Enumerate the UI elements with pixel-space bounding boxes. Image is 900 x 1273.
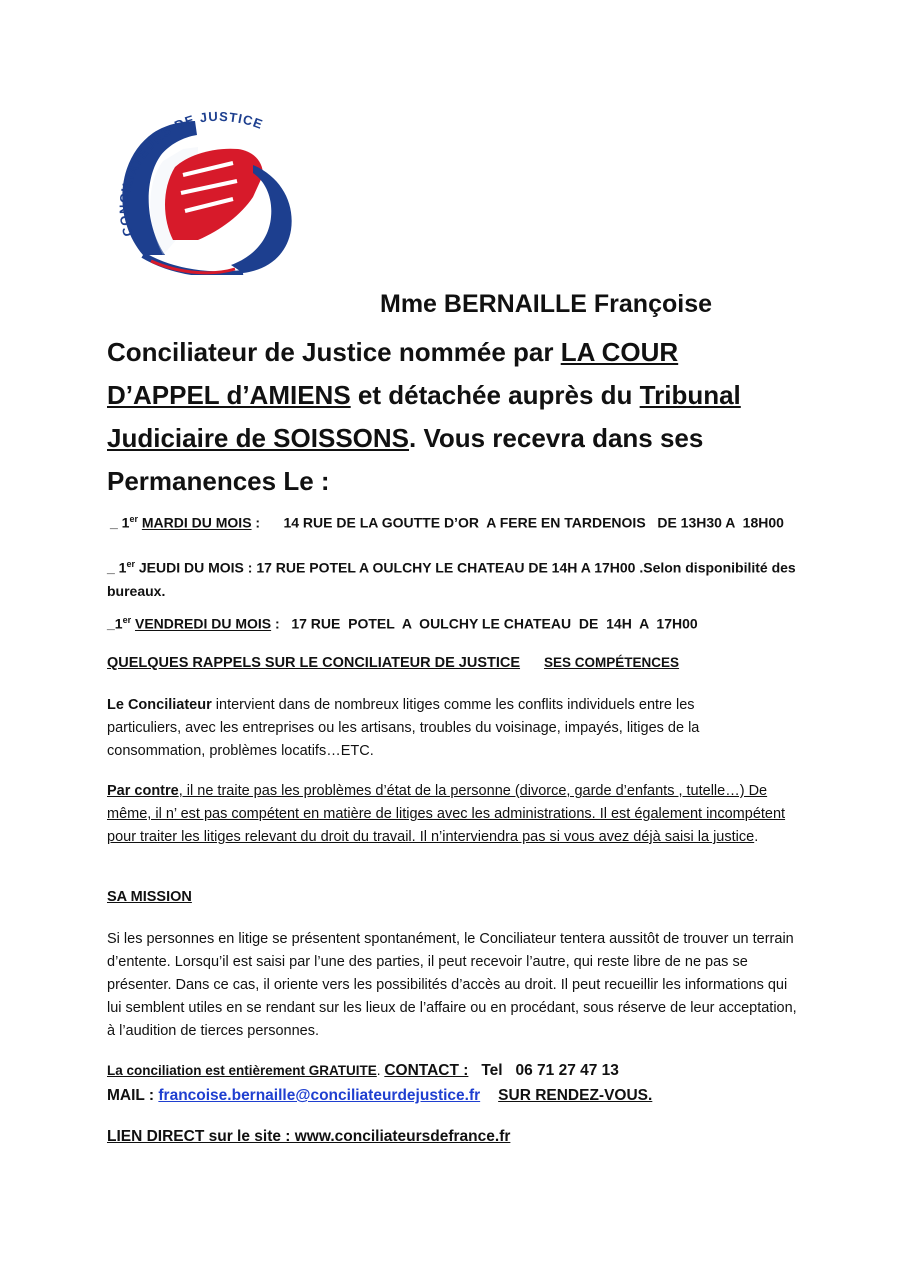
intro-text-1: Conciliateur de Justice nommée par <box>107 337 561 367</box>
email-link[interactable]: francoise.bernaille@conciliateurdejustice.fr <box>158 1087 481 1104</box>
permanence-vendredi: _1er VENDREDI DU MOIS : 17 RUE POTEL A OULCHY LE CHATEAU DE 14H A 17H00 <box>107 615 698 632</box>
rappels-heading: QUELQUES RAPPELS SUR LE CONCILIATEUR DE JUSTICE SES COMPÉTENCES <box>107 655 680 671</box>
mission-heading: SA MISSION <box>107 889 192 905</box>
competences-subheading: SES COMPÉTENCES <box>544 655 680 670</box>
permanence-mardi: _ 1er MARDI DU MOIS : 14 RUE DE LA GOUTTE D’OR A FERE EN TARDENOIS DE 13H30 A 18H00 <box>110 514 784 531</box>
free-notice: La conciliation est entièrement GRATUITE <box>107 1063 377 1078</box>
phone-number: Tel 06 71 27 47 13 <box>468 1062 619 1079</box>
site-link[interactable]: LIEN DIRECT sur le site : www.conciliateursdefrance.fr <box>107 1128 511 1145</box>
intro-text-5: . Vous recevra dans ses Permanences Le : <box>107 423 704 496</box>
contact-line: La conciliation est entièrement GRATUITE. CONTACT : Tel 06 71 27 47 13 <box>107 1062 619 1079</box>
mission-paragraph: Si les personnes en litige se présentent spontanément, le Conciliateur tentera aussitôt de trouver un terrain d’entente. Lorsqu’il est saisi par l’une des parties, il peut recevoir l’autre, qui reste libre de ne pas se présenter. Dans ce cas, il oriente vers les possibilités d’accès au droit. Il peut recueillir les informations qui lui semblent utiles en se rendant sur les lieux de l’affaire ou en procédant, sous réserve de leur acceptation, à l’audition de tierces personnes. <box>107 931 797 1039</box>
intro-text-3: et détachée auprès du <box>350 380 640 410</box>
limites-paragraph: Par contre, il ne traite pas les problèmes d’état de la personne (divorce, garde d’enfants , tutelle…) De même, il n’ est pas compétent en matière de litiges avec les administrations. Il est également incompétent pour traiter les litiges relevant du droit du travail. Il n’interviendra pas si vous avez déjà saisi la justice. <box>107 783 786 845</box>
competences-paragraph: Le Conciliateur intervient dans de nombreux litiges comme les conflits individuels entre les particuliers, avec les entreprises ou les artisans, troubles du voisinage, impayés, litiges de la consommation, problèmes locatifs…ETC. <box>107 697 700 759</box>
logo-text: CONCILIATEURS DE JUSTICE <box>116 108 266 239</box>
tribunal-name: Tribunal Judiciaire de SOISSONS <box>107 380 741 453</box>
contact-label: CONTACT : <box>384 1062 469 1079</box>
conciliator-name: Mme BERNAILLE Françoise <box>380 290 713 318</box>
conciliateurs-logo <box>103 105 313 275</box>
mail-line: MAIL : francoise.bernaille@conciliateurdejustice.fr SUR RENDEZ-VOUS. <box>107 1087 653 1104</box>
rendez-vous-note: SUR RENDEZ-VOUS. <box>498 1087 653 1104</box>
intro-paragraph <box>107 331 797 503</box>
permanence-jeudi: _ 1er JEUDI DU MOIS : 17 RUE POTEL A OULCHY LE CHATEAU DE 14H A 17H00 .Selon disponibilité des bureaux. <box>107 559 796 599</box>
cour-appel-link: LA COUR D’APPEL d’AMIENS <box>107 337 679 410</box>
